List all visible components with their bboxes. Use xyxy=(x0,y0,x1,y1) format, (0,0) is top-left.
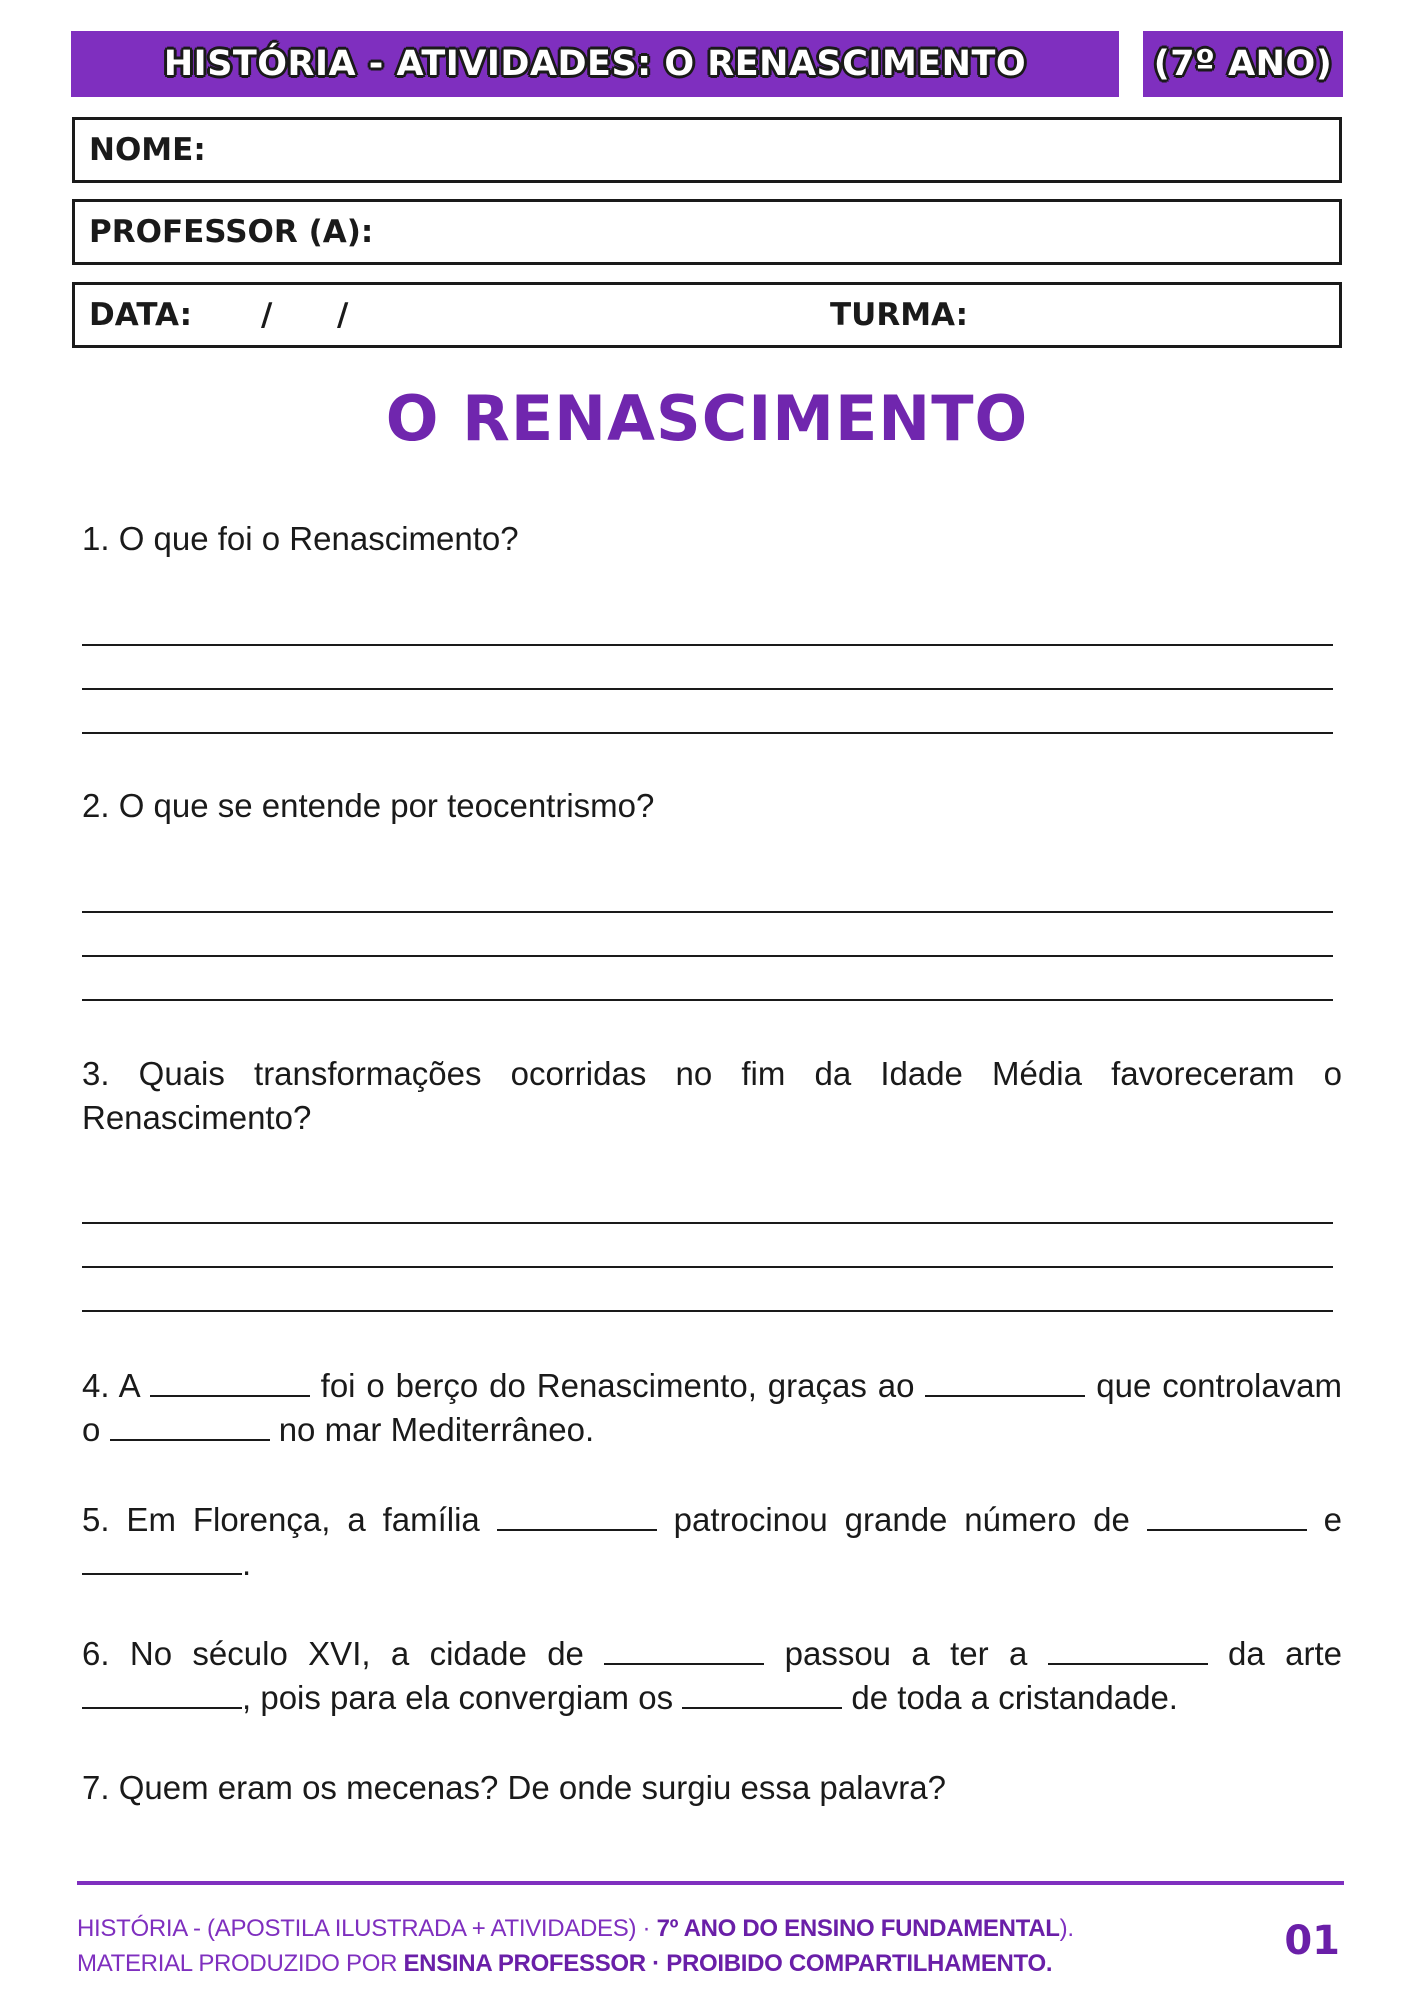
grade-badge xyxy=(1143,31,1343,97)
name-label: NOME: xyxy=(89,132,206,168)
answer-line[interactable] xyxy=(82,1266,1333,1268)
footer-line-2: MATERIAL PRODUZIDO POR ENSINA PROFESSOR · PROIBIDO COMPARTILHAMENTO. xyxy=(77,1950,1053,1977)
date-slash-2: / xyxy=(337,297,349,333)
question-3: 3. Quais transformações ocorridas no fim da Idade Média favoreceram o Renascimento? xyxy=(82,1055,1342,1136)
answer-line[interactable] xyxy=(82,1310,1333,1312)
answer-line[interactable] xyxy=(82,732,1333,734)
class-label: TURMA: xyxy=(830,297,969,333)
question-7: 7. Quem eram os mecenas? De onde surgiu essa palavra? xyxy=(82,1769,946,1806)
blank[interactable] xyxy=(604,1633,764,1665)
date-label: DATA: xyxy=(89,297,193,333)
question-1: 1. O que foi o Renascimento? xyxy=(82,520,519,557)
date-slash-1: / xyxy=(261,297,273,333)
blank[interactable] xyxy=(925,1365,1085,1397)
answer-line[interactable] xyxy=(82,1222,1333,1224)
blank[interactable] xyxy=(1048,1633,1208,1665)
question-2: 2. O que se entende por teocentrismo? xyxy=(82,787,655,824)
blank[interactable] xyxy=(110,1409,270,1441)
blank[interactable] xyxy=(497,1499,657,1531)
blank[interactable] xyxy=(1147,1499,1307,1531)
blank[interactable] xyxy=(150,1365,310,1397)
blank[interactable] xyxy=(82,1543,242,1575)
name-field[interactable] xyxy=(72,117,1342,183)
answer-line[interactable] xyxy=(82,999,1333,1001)
page-number: 01 xyxy=(1284,1918,1340,1964)
answer-line[interactable] xyxy=(82,644,1333,646)
answer-line[interactable] xyxy=(82,688,1333,690)
answer-line[interactable] xyxy=(82,955,1333,957)
answer-line[interactable] xyxy=(82,911,1333,913)
blank[interactable] xyxy=(682,1677,842,1709)
date-class-field[interactable] xyxy=(72,282,1342,348)
teacher-field[interactable] xyxy=(72,199,1342,265)
grade-label: (7º ANO) xyxy=(1153,44,1333,84)
question-5: 5. Em Florença, a família patrocinou grande número de e . xyxy=(82,1501,1343,1582)
footer-line-1: HISTÓRIA - (APOSTILA ILUSTRADA + ATIVIDADES) · 7º ANO DO ENSINO FUNDAMENTAL). xyxy=(77,1915,1074,1942)
page-title: O RENASCIMENTO xyxy=(385,382,1029,455)
teacher-label: PROFESSOR (A): xyxy=(89,214,374,250)
header-bar xyxy=(71,31,1119,97)
question-6: 6. No século XVI, a cidade de passou a ter a da arte , pois para ela convergiam os de toda a cristandade. xyxy=(82,1635,1342,1716)
blank[interactable] xyxy=(82,1677,242,1709)
header-title: HISTÓRIA - ATIVIDADES: O RENASCIMENTO xyxy=(163,44,1027,84)
footer-divider xyxy=(77,1881,1344,1885)
question-4: 4. A foi o berço do Renascimento, graças ao que controlavam o no mar Mediterrâneo. xyxy=(82,1367,1343,1448)
